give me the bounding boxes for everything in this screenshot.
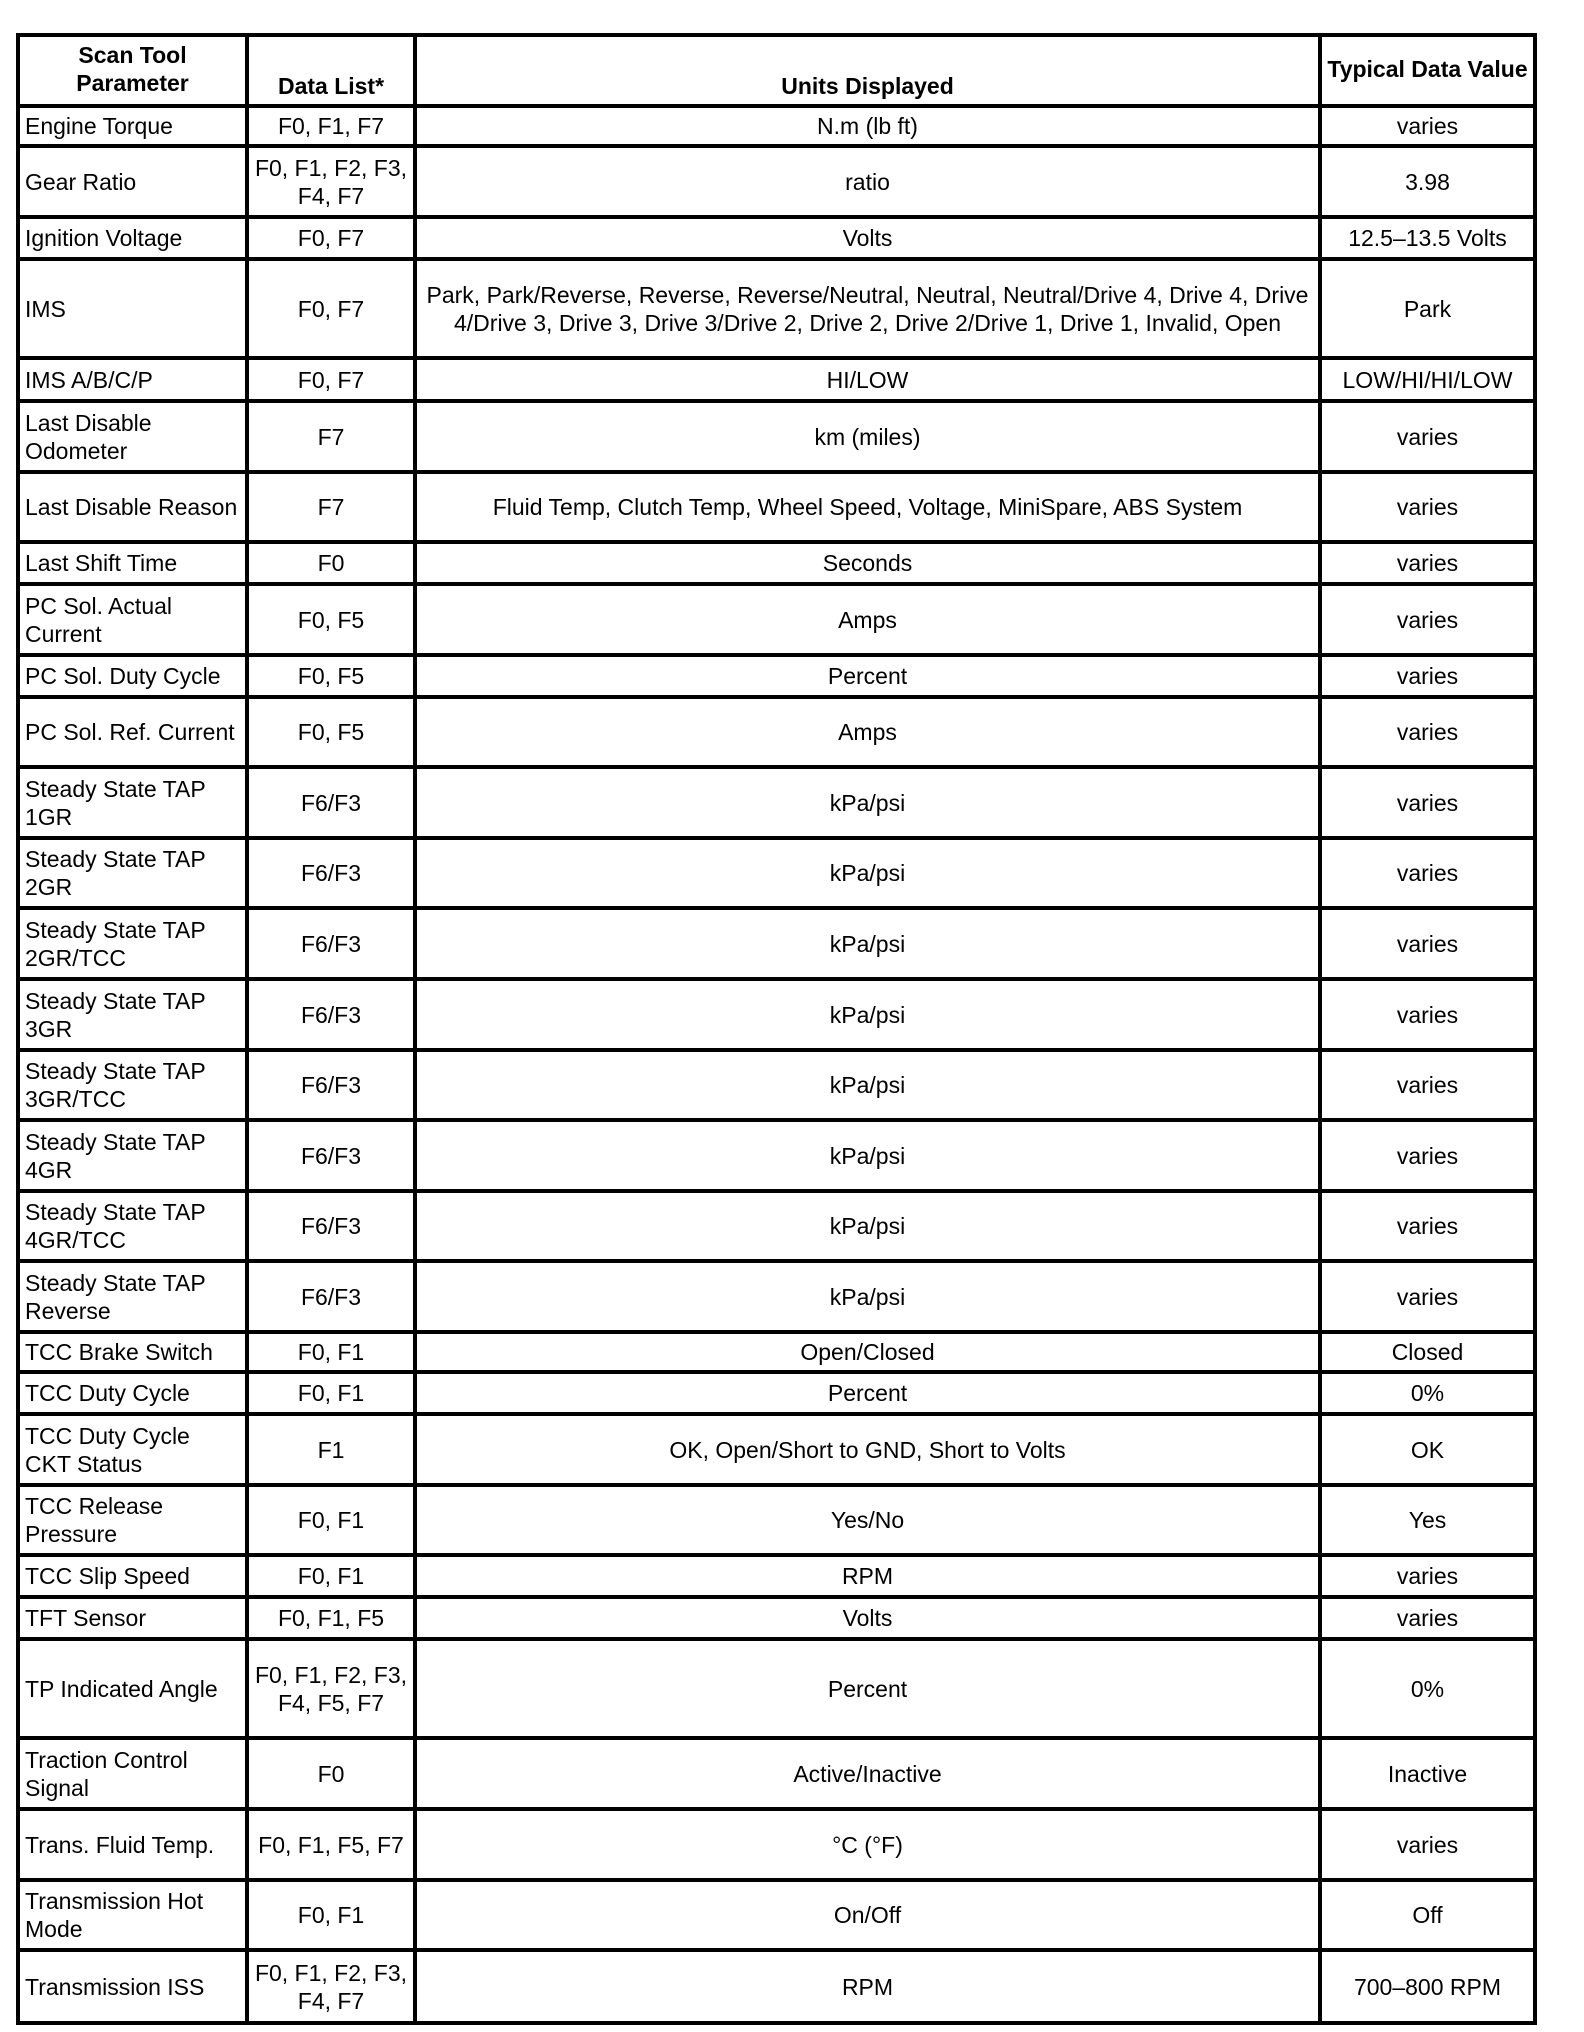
cell-parameter: TCC Brake Switch — [18, 1332, 247, 1372]
cell-parameter: PC Sol. Actual Current — [18, 584, 247, 655]
cell-units: Open/Closed — [415, 1332, 1320, 1372]
cell-units: kPa/psi — [415, 1050, 1320, 1120]
cell-typical-value: varies — [1320, 472, 1535, 542]
cell-units: Volts — [415, 217, 1320, 259]
cell-typical-value: varies — [1320, 584, 1535, 655]
table-row — [18, 217, 1535, 259]
table-row — [18, 908, 1535, 979]
cell-typical-value: 0% — [1320, 1372, 1535, 1414]
cell-typical-value: varies — [1320, 1809, 1535, 1880]
cell-typical-value: varies — [1320, 838, 1535, 908]
cell-data-list: F0, F7 — [247, 358, 415, 401]
cell-parameter: TCC Duty Cycle — [18, 1372, 247, 1414]
cell-parameter: Steady State TAP 4GR/TCC — [18, 1191, 247, 1261]
table-row — [18, 1950, 1535, 2023]
cell-units: Percent — [415, 1639, 1320, 1738]
table-row — [18, 1414, 1535, 1485]
cell-parameter: Trans. Fluid Temp. — [18, 1809, 247, 1880]
cell-data-list: F0, F5 — [247, 697, 415, 767]
table-row — [18, 401, 1535, 472]
table-row — [18, 146, 1535, 217]
cell-typical-value: varies — [1320, 655, 1535, 697]
cell-data-list: F6/F3 — [247, 767, 415, 838]
cell-typical-value: varies — [1320, 106, 1535, 146]
cell-data-list: F0, F5 — [247, 655, 415, 697]
table-row — [18, 655, 1535, 697]
table-row — [18, 1809, 1535, 1880]
table-row — [18, 1050, 1535, 1120]
cell-typical-value: 3.98 — [1320, 146, 1535, 217]
cell-data-list: F0, F5 — [247, 584, 415, 655]
cell-data-list: F0, F1 — [247, 1555, 415, 1597]
table-row — [18, 697, 1535, 767]
cell-units: HI/LOW — [415, 358, 1320, 401]
cell-data-list: F6/F3 — [247, 838, 415, 908]
cell-data-list: F6/F3 — [247, 979, 415, 1050]
cell-parameter: Steady State TAP 2GR/TCC — [18, 908, 247, 979]
cell-typical-value: 700–800 RPM — [1320, 1950, 1535, 2023]
cell-data-list: F0, F7 — [247, 259, 415, 358]
cell-units: kPa/psi — [415, 838, 1320, 908]
cell-parameter: Steady State TAP 3GR — [18, 979, 247, 1050]
cell-typical-value: varies — [1320, 1597, 1535, 1639]
cell-units: kPa/psi — [415, 767, 1320, 838]
table-row — [18, 979, 1535, 1050]
table-row — [18, 1639, 1535, 1738]
cell-parameter: PC Sol. Duty Cycle — [18, 655, 247, 697]
table-row — [18, 106, 1535, 146]
cell-data-list: F6/F3 — [247, 1191, 415, 1261]
cell-typical-value: varies — [1320, 767, 1535, 838]
header-parameter: Scan Tool Parameter — [18, 35, 247, 106]
cell-data-list: F0, F1, F5, F7 — [247, 1809, 415, 1880]
cell-units: Amps — [415, 697, 1320, 767]
table-row — [18, 358, 1535, 401]
cell-units: Fluid Temp, Clutch Temp, Wheel Speed, Voltage, MiniSpare, ABS System — [415, 472, 1320, 542]
cell-typical-value: Off — [1320, 1880, 1535, 1950]
cell-units: kPa/psi — [415, 1120, 1320, 1191]
cell-parameter: Last Disable Reason — [18, 472, 247, 542]
cell-units: Percent — [415, 655, 1320, 697]
scan-tool-parameter-table — [16, 33, 1537, 2025]
cell-units: On/Off — [415, 1880, 1320, 1950]
table-row — [18, 1191, 1535, 1261]
cell-parameter: TCC Duty Cycle CKT Status — [18, 1414, 247, 1485]
cell-parameter: TFT Sensor — [18, 1597, 247, 1639]
cell-typical-value: varies — [1320, 979, 1535, 1050]
cell-parameter: Gear Ratio — [18, 146, 247, 217]
table-row — [18, 1555, 1535, 1597]
table-row — [18, 1485, 1535, 1555]
cell-typical-value: varies — [1320, 542, 1535, 584]
cell-typical-value: 12.5–13.5 Volts — [1320, 217, 1535, 259]
cell-typical-value: 0% — [1320, 1639, 1535, 1738]
cell-parameter: TP Indicated Angle — [18, 1639, 247, 1738]
table-row — [18, 767, 1535, 838]
cell-typical-value: LOW/HI/HI/LOW — [1320, 358, 1535, 401]
cell-typical-value: OK — [1320, 1414, 1535, 1485]
cell-typical-value: Closed — [1320, 1332, 1535, 1372]
cell-parameter: IMS A/B/C/P — [18, 358, 247, 401]
table-row — [18, 1880, 1535, 1950]
cell-parameter: Engine Torque — [18, 106, 247, 146]
cell-data-list: F6/F3 — [247, 1050, 415, 1120]
cell-typical-value: varies — [1320, 697, 1535, 767]
table-row — [18, 1597, 1535, 1639]
cell-typical-value: varies — [1320, 1261, 1535, 1332]
cell-units: RPM — [415, 1555, 1320, 1597]
table-row — [18, 472, 1535, 542]
table-row — [18, 584, 1535, 655]
cell-typical-value: varies — [1320, 1191, 1535, 1261]
table-row — [18, 838, 1535, 908]
cell-units: kPa/psi — [415, 979, 1320, 1050]
table-row — [18, 542, 1535, 584]
cell-data-list: F1 — [247, 1414, 415, 1485]
cell-units: km (miles) — [415, 401, 1320, 472]
table-row — [18, 1738, 1535, 1809]
cell-parameter: Steady State TAP Reverse — [18, 1261, 247, 1332]
cell-units: Active/Inactive — [415, 1738, 1320, 1809]
cell-units: ratio — [415, 146, 1320, 217]
cell-data-list: F0, F1 — [247, 1372, 415, 1414]
cell-data-list: F0, F1, F2, F3, F4, F7 — [247, 146, 415, 217]
cell-data-list: F6/F3 — [247, 1261, 415, 1332]
cell-data-list: F0, F1 — [247, 1485, 415, 1555]
cell-typical-value: varies — [1320, 1555, 1535, 1597]
cell-typical-value: varies — [1320, 401, 1535, 472]
cell-parameter: PC Sol. Ref. Current — [18, 697, 247, 767]
cell-parameter: IMS — [18, 259, 247, 358]
cell-typical-value: varies — [1320, 1050, 1535, 1120]
cell-data-list: F0, F1, F5 — [247, 1597, 415, 1639]
cell-typical-value: varies — [1320, 1120, 1535, 1191]
cell-units: Percent — [415, 1372, 1320, 1414]
cell-parameter: TCC Slip Speed — [18, 1555, 247, 1597]
table-row — [18, 259, 1535, 358]
cell-parameter: Last Shift Time — [18, 542, 247, 584]
cell-units: kPa/psi — [415, 908, 1320, 979]
cell-data-list: F0, F7 — [247, 217, 415, 259]
cell-typical-value: Inactive — [1320, 1738, 1535, 1809]
cell-units: Park, Park/Reverse, Reverse, Reverse/Neutral, Neutral, Neutral/Drive 4, Drive 4, Drive 4/Drive 3, Drive 3, Drive 3/Drive 2, Drive 2, Drive 2/Drive 1, Drive 1, Invalid, Open — [415, 259, 1320, 358]
cell-data-list: F0 — [247, 542, 415, 584]
cell-units: Volts — [415, 1597, 1320, 1639]
cell-units: kPa/psi — [415, 1191, 1320, 1261]
cell-parameter: Transmission ISS — [18, 1950, 247, 2023]
cell-typical-value: varies — [1320, 908, 1535, 979]
cell-units: RPM — [415, 1950, 1320, 2023]
table-row — [18, 1261, 1535, 1332]
table-row — [18, 1372, 1535, 1414]
table-row — [18, 1120, 1535, 1191]
cell-units: Yes/No — [415, 1485, 1320, 1555]
cell-parameter: Transmission Hot Mode — [18, 1880, 247, 1950]
cell-units: OK, Open/Short to GND, Short to Volts — [415, 1414, 1320, 1485]
table-row — [18, 1332, 1535, 1372]
cell-parameter: Steady State TAP 1GR — [18, 767, 247, 838]
cell-units: N.m (lb ft) — [415, 106, 1320, 146]
cell-data-list: F0, F1, F7 — [247, 106, 415, 146]
header-typical-value: Typical Data Value — [1320, 35, 1535, 106]
cell-data-list: F0, F1 — [247, 1332, 415, 1372]
cell-data-list: F7 — [247, 472, 415, 542]
cell-data-list: F6/F3 — [247, 908, 415, 979]
cell-units: Seconds — [415, 542, 1320, 584]
cell-typical-value: Park — [1320, 259, 1535, 358]
cell-data-list: F0 — [247, 1738, 415, 1809]
cell-units: Amps — [415, 584, 1320, 655]
cell-data-list: F0, F1, F2, F3, F4, F7 — [247, 1950, 415, 2023]
cell-units: °C (°F) — [415, 1809, 1320, 1880]
cell-parameter: Steady State TAP 2GR — [18, 838, 247, 908]
cell-data-list: F0, F1, F2, F3, F4, F5, F7 — [247, 1639, 415, 1738]
cell-parameter: Last Disable Odometer — [18, 401, 247, 472]
cell-data-list: F7 — [247, 401, 415, 472]
header-row — [18, 35, 1535, 106]
cell-parameter: Ignition Voltage — [18, 217, 247, 259]
cell-typical-value: Yes — [1320, 1485, 1535, 1555]
cell-units: kPa/psi — [415, 1261, 1320, 1332]
header-data-list: Data List* — [247, 35, 415, 106]
cell-data-list: F0, F1 — [247, 1880, 415, 1950]
cell-parameter: Steady State TAP 3GR/TCC — [18, 1050, 247, 1120]
header-units: Units Displayed — [415, 35, 1320, 106]
cell-parameter: Traction Control Signal — [18, 1738, 247, 1809]
cell-data-list: F6/F3 — [247, 1120, 415, 1191]
cell-parameter: TCC Release Pressure — [18, 1485, 247, 1555]
cell-parameter: Steady State TAP 4GR — [18, 1120, 247, 1191]
